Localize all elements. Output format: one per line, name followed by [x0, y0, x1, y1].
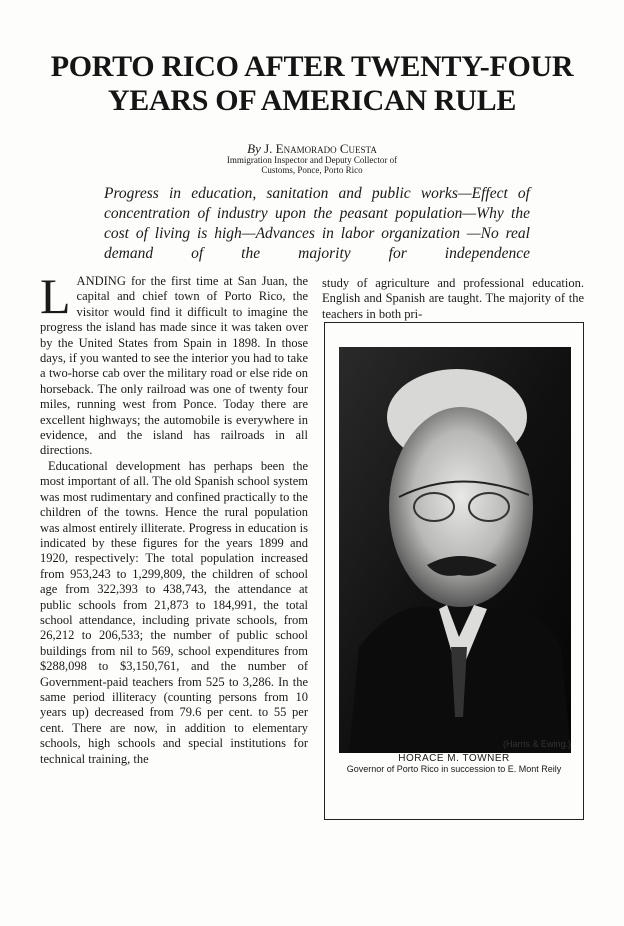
body-paragraph-2: Educational development has perhaps been the most important of all. The old Spanish school system was most rudimentary and confined practically to the children of the towns. Hence the rural population was almost entirely illiterate. Progress in education is indicated by these figures for the years 1899 and 1920, respectively: The total population increased from 953,243 to 1,299,809, the children of school age from 322,393 to 438,743, the attendance at public schools from 21,873 to 184,991, the total school attendance, including private schools, from 26,212 to 206,533; the number of public school buildings from nil to 569, school expenditures from $288,098 to $3,150,761, and the number of Government-paid teachers from 525 to 3,286. In the same period illiteracy (counting persons from 10 years up) decreased from 79.6 per cent. to 55 per cent. There are now, in addition to elementary schools, high schools and special institutions for technical training, the [40, 458, 308, 766]
byline [150, 142, 474, 175]
figure-caption [331, 753, 577, 774]
body-paragraph-3: study of agriculture and professional education. English and Spanish are taught. The majority of the teachers in both pri- [322, 276, 584, 321]
byline-author: J. Enamorado Cuesta [264, 141, 377, 156]
byline-by: By [247, 141, 261, 156]
byline-role-2: Customs, Ponce, Porto Rico [261, 165, 363, 175]
caption-name: HORACE M. TOWNER [398, 753, 510, 764]
photo-credit: (Harris & Ewing.) [502, 739, 571, 749]
portrait-photo [339, 347, 571, 753]
portrait-figure [324, 322, 584, 820]
caption-description: Governor of Porto Rico in succession to E. Mont Reily [346, 764, 562, 774]
byline-author-line [150, 142, 474, 155]
body-paragraph-1: ANDING for the first time at San Juan, the capital and chief town of Porto Rico, the visitor would find it difficult to imagine the progress the island has made since it was taken over by the United States from Spain in 1898. In those days, if you wanted to see the interior you had to take a two-horse cab over the military road or else ride on horseback. The only railroad was one of twenty four miles, running west from Ponce. Today there are excellent highways; the automobile is everywhere in evidence, and the island has railroads in all directions. [40, 274, 308, 458]
article-deck: Progress in education, sanitation and public works—Effect of concentration of industry upon the peasant population—Why the cost of living is high—Advances in labor organization —No real demand of the majority for independence [104, 185, 530, 262]
left-column [40, 268, 308, 767]
article-title: PORTO RICO AFTER TWENTY-FOUR YEARS OF AMERICAN RULE [50, 50, 574, 117]
drop-cap: L [40, 268, 71, 324]
right-column-text [322, 276, 584, 322]
byline-role-1: Immigration Inspector and Deputy Collector of [226, 155, 398, 165]
